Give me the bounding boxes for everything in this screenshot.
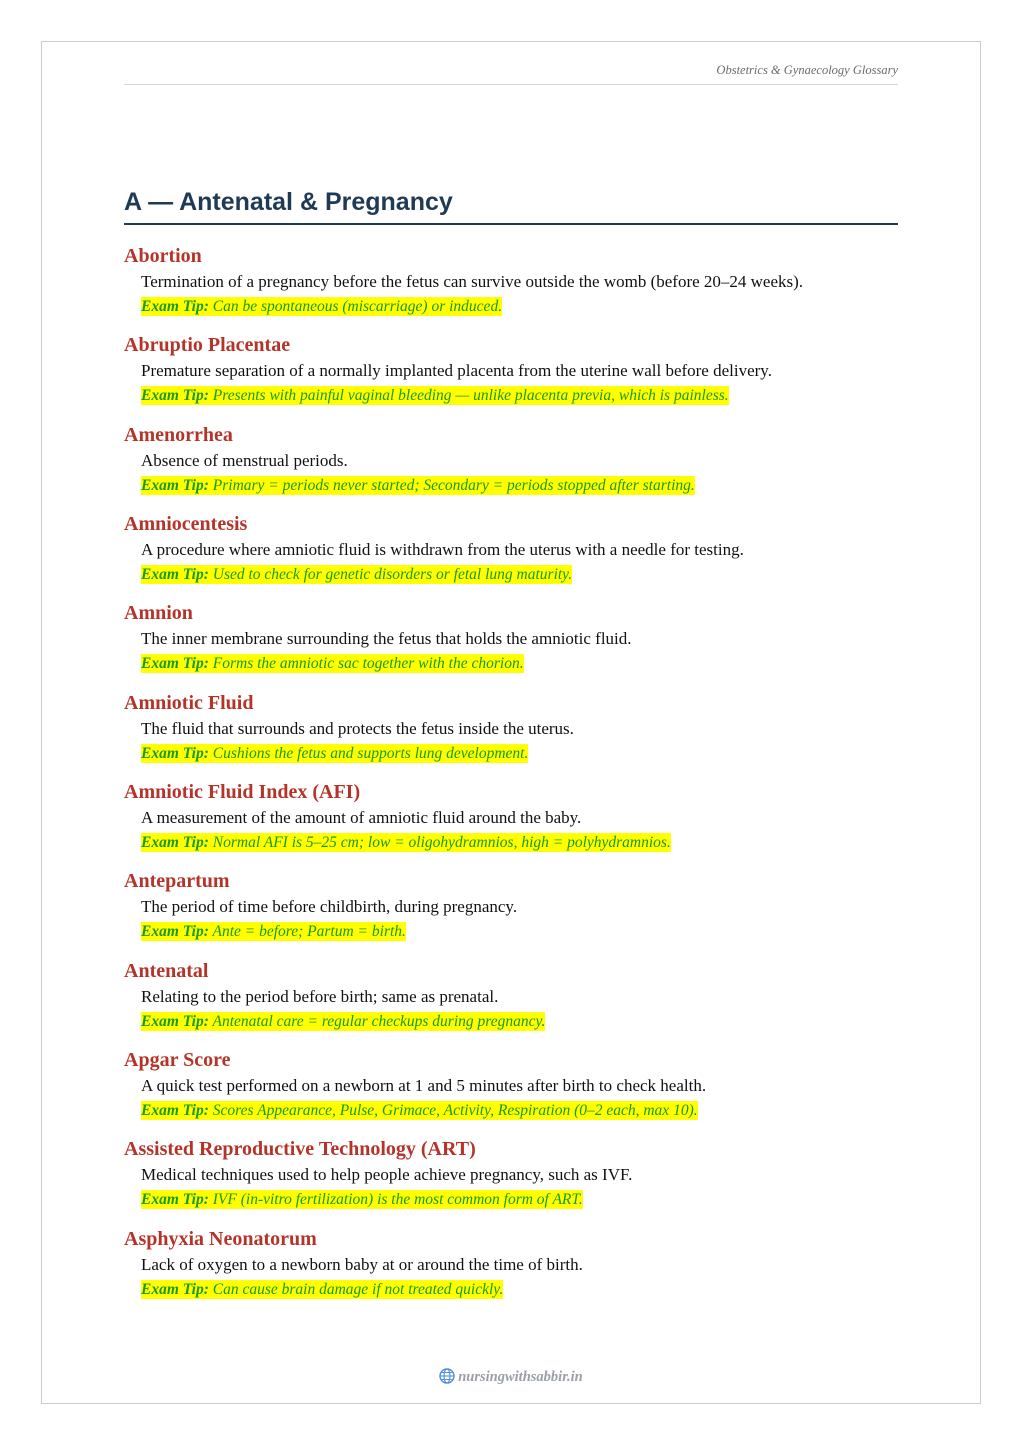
exam-tip [141, 654, 524, 673]
glossary-term: Assisted Reproductive Technology (ART) [124, 1138, 476, 1161]
page-footer [42, 1368, 980, 1389]
exam-tip-label: Exam Tip: [141, 1191, 209, 1209]
glossary-entry [124, 334, 898, 423]
glossary-term: Amenorrhea [124, 423, 233, 446]
glossary-term: Amniotic Fluid [124, 691, 254, 714]
exam-tip [141, 565, 572, 584]
glossary-definition: Relating to the period before birth; same as prenatal. [141, 986, 499, 1006]
glossary-entry [124, 692, 898, 781]
exam-tip-label: Exam Tip: [141, 923, 209, 941]
exam-tip-label: Exam Tip: [141, 744, 209, 762]
exam-tip-text: Ante = before; Partum = birth. [212, 923, 406, 941]
glossary-entry [124, 513, 898, 602]
glossary-definition: The period of time before childbirth, during pregnancy. [141, 897, 518, 917]
exam-tip-text: Scores Appearance, Pulse, Grimace, Activity, Respiration (0–2 each, max 10). [212, 1102, 698, 1120]
exam-tip-label: Exam Tip: [141, 298, 209, 315]
glossary-definition: A measurement of the amount of amniotic fluid around the baby. [141, 808, 582, 828]
glossary-definition: Lack of oxygen to a newborn baby at or around the time of birth. [141, 1254, 583, 1274]
glossary-definition: The fluid that surrounds and protects the fetus inside the uterus. [141, 718, 574, 738]
glossary-term: Apgar Score [124, 1049, 231, 1072]
glossary-entry [124, 424, 898, 513]
exam-tip [141, 744, 528, 763]
exam-tip-text: Used to check for genetic disorders or fetal lung maturity. [212, 566, 573, 584]
glossary-definition: Absence of menstrual periods. [141, 450, 348, 470]
exam-tip-text: Forms the amniotic sac together with the chorion. [212, 655, 524, 673]
glossary-entry [124, 870, 898, 959]
glossary-list [124, 245, 898, 1317]
glossary-term: Amniotic Fluid Index (AFI) [124, 781, 361, 804]
glossary-term: Antenatal [124, 959, 209, 982]
glossary-definition: Medical techniques used to help people achieve pregnancy, such as IVF. [141, 1165, 633, 1185]
exam-tip-label: Exam Tip: [141, 1012, 209, 1030]
exam-tip [141, 297, 502, 316]
exam-tip [141, 1280, 503, 1299]
exam-tip-label: Exam Tip: [141, 387, 209, 405]
exam-tip [141, 386, 729, 405]
glossary-definition: Termination of a pregnancy before the fetus can survive outside the womb (before 20–24 weeks). [141, 272, 804, 291]
glossary-entry [124, 1138, 898, 1227]
glossary-term: Antepartum [124, 870, 230, 893]
glossary-entry [124, 1228, 898, 1317]
footer-site-link[interactable]: nursingwithsabbir.in [458, 1369, 583, 1385]
glossary-entry [124, 781, 898, 870]
exam-tip-text: Presents with painful vaginal bleeding — unlike placenta previa, which is painless. [212, 387, 729, 405]
globe-icon [439, 1368, 455, 1389]
exam-tip-text: Normal AFI is 5–25 cm; low = oligohydramnios, high = polyhydramnios. [212, 834, 671, 852]
exam-tip-text: Antenatal care = regular checkups during pregnancy. [212, 1012, 546, 1030]
document-page [41, 41, 981, 1404]
exam-tip-label: Exam Tip: [141, 655, 209, 673]
exam-tip-text: Cushions the fetus and supports lung development. [212, 744, 529, 762]
glossary-definition: Premature separation of a normally implanted placenta from the uterine wall before delivery. [141, 361, 772, 381]
running-header: Obstetrics & Gynaecology Glossary [124, 62, 898, 85]
exam-tip [141, 833, 671, 852]
exam-tip-label: Exam Tip: [141, 834, 209, 852]
exam-tip-text: Primary = periods never started; Secondary = periods stopped after starting. [212, 476, 695, 494]
glossary-entry [124, 960, 898, 1049]
exam-tip-text: IVF (in-vitro fertilization) is the most common form of ART. [212, 1191, 583, 1209]
glossary-term: Amniocentesis [124, 513, 248, 536]
exam-tip-text: Can be spontaneous (miscarriage) or induced. [212, 298, 503, 315]
exam-tip-label: Exam Tip: [141, 566, 209, 584]
exam-tip-label: Exam Tip: [141, 1280, 209, 1298]
glossary-term: Amnion [124, 602, 193, 625]
glossary-definition: A quick test performed on a newborn at 1 and 5 minutes after birth to check health. [141, 1076, 707, 1096]
exam-tip-text: Can cause brain damage if not treated quickly. [212, 1280, 504, 1298]
exam-tip [141, 922, 406, 941]
section-title: A — Antenatal & Pregnancy [124, 187, 898, 225]
glossary-term: Abruptio Placentae [124, 334, 291, 357]
exam-tip [141, 1190, 583, 1209]
exam-tip [141, 1101, 698, 1120]
exam-tip-label: Exam Tip: [141, 476, 209, 494]
glossary-term: Asphyxia Neonatorum [124, 1227, 317, 1250]
exam-tip [141, 476, 695, 495]
glossary-definition: A procedure where amniotic fluid is withdrawn from the uterus with a needle for testing. [141, 540, 744, 560]
glossary-entry [124, 602, 898, 691]
exam-tip-label: Exam Tip: [141, 1102, 209, 1120]
exam-tip [141, 1012, 545, 1031]
glossary-term: Abortion [124, 245, 202, 267]
glossary-definition: The inner membrane surrounding the fetus that holds the amniotic fluid. [141, 629, 632, 649]
glossary-entry [124, 245, 898, 334]
glossary-entry [124, 1049, 898, 1138]
